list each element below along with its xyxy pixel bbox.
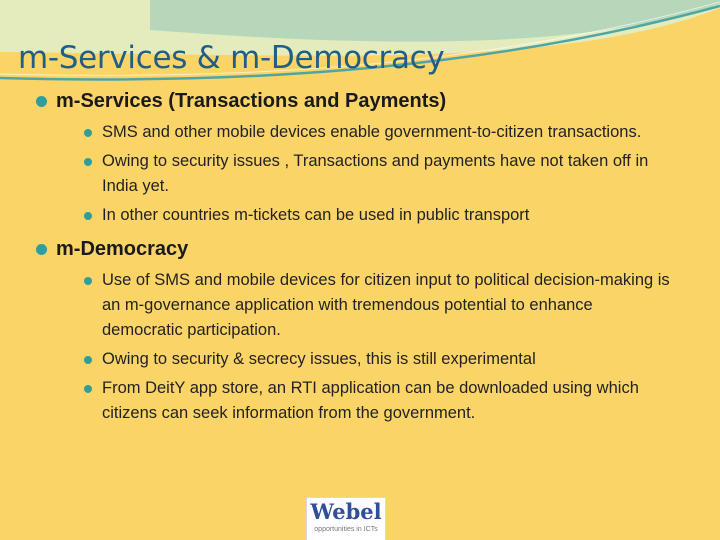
list-item-text: Use of SMS and mobile devices for citizen input to political decision-making is an m-governance application with tremendous potential to enhance democratic participation. — [102, 271, 670, 339]
list-item-text: In other countries m-tickets can be used in public transport — [102, 206, 530, 224]
list-item-text: From DeitY app store, an RTI application can be downloaded using which citizens can seek information from the government. — [102, 379, 639, 422]
logo-wordmark: Webel — [310, 499, 382, 524]
section-heading-text: m-Services (Transactions and Payments) — [56, 90, 447, 112]
list-item-text: Owing to security & secrecy issues, this is still experimental — [102, 350, 536, 368]
bullet-dot-icon — [84, 212, 92, 220]
list-item — [72, 347, 676, 372]
webel-logo — [306, 497, 386, 540]
bullet-dot-icon — [84, 277, 92, 285]
bullet-dot-icon — [84, 129, 92, 137]
list-item — [72, 376, 676, 426]
list-item — [72, 149, 676, 199]
list-item-text: Owing to security issues , Transactions and payments have not taken off in India yet. — [102, 152, 649, 195]
bullet-dot-icon — [84, 385, 92, 393]
swoosh-band-mid — [150, 0, 720, 42]
logo-tagline: opportunities in ICTs — [314, 526, 378, 533]
section-heading-text: m-Democracy — [56, 238, 189, 260]
bullet-dot-icon — [84, 158, 92, 166]
slide-content — [36, 88, 676, 434]
bullet-list — [36, 120, 676, 228]
list-item — [72, 120, 676, 145]
list-item — [72, 203, 676, 228]
section-heading — [36, 236, 676, 262]
bullet-dot-icon — [36, 96, 47, 107]
list-item-text: SMS and other mobile devices enable government-to-citizen transactions. — [102, 123, 642, 141]
list-item — [72, 268, 676, 343]
section-m-services — [36, 88, 676, 228]
bullet-dot-icon — [36, 244, 47, 255]
section-heading — [36, 88, 676, 114]
bullet-dot-icon — [84, 356, 92, 364]
section-m-democracy — [36, 236, 676, 426]
slide-title: m-Services & m-Democracy — [18, 40, 445, 76]
bullet-list — [36, 268, 676, 426]
